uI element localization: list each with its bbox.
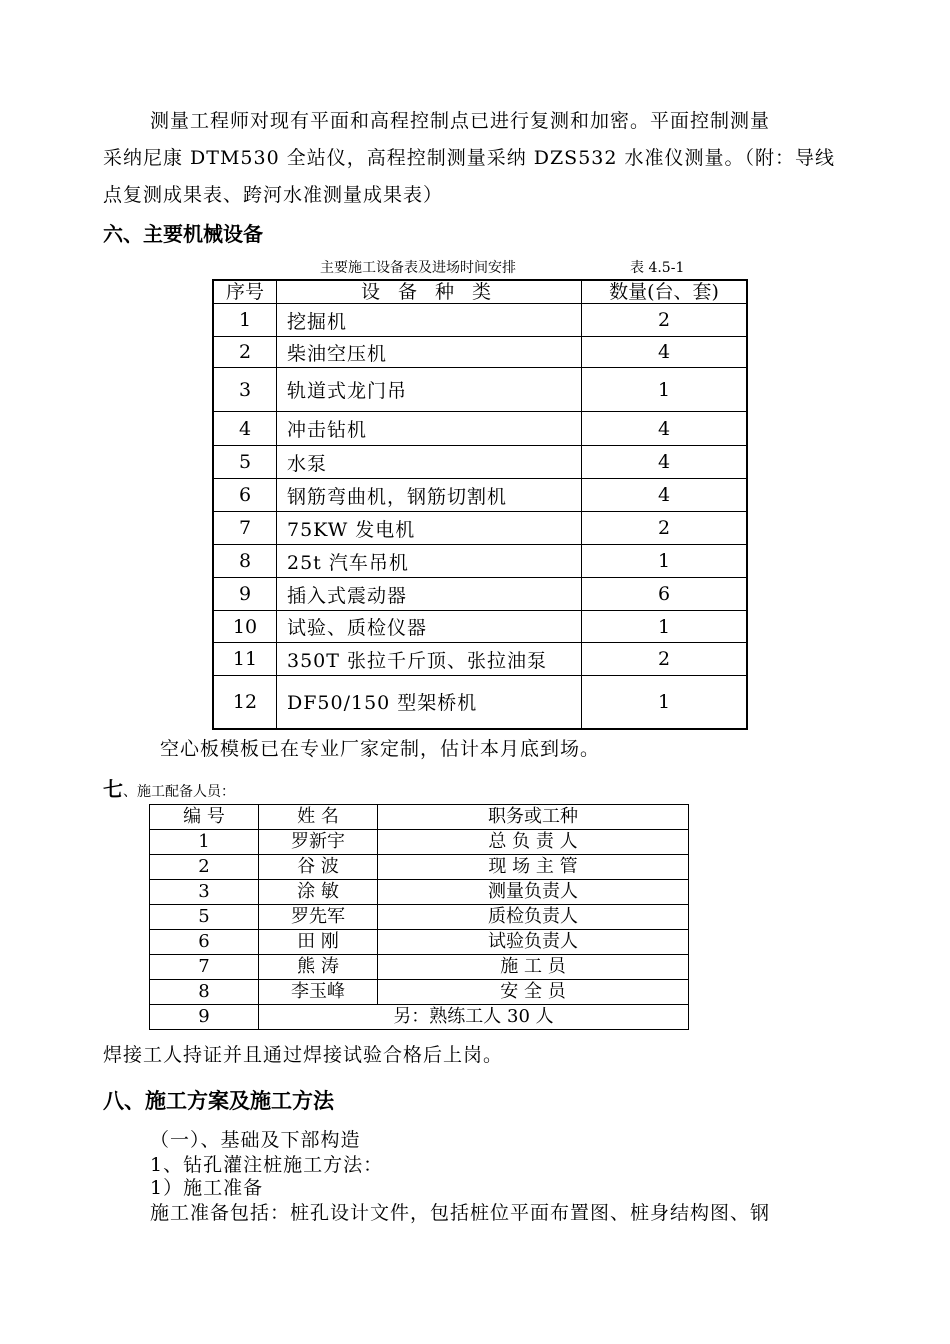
col-header-no: 序号	[213, 280, 277, 304]
row-equipment: 冲击钻机	[277, 412, 582, 446]
table-row	[213, 676, 747, 729]
row-qty: 2	[582, 304, 748, 337]
row-no: 5	[213, 446, 277, 479]
row-role: 测量负责人	[378, 880, 689, 905]
staff-table	[149, 804, 689, 1030]
row-role: 安 全 员	[378, 980, 689, 1005]
row-qty: 4	[582, 337, 748, 368]
row-no: 10	[213, 611, 277, 643]
table-row	[150, 930, 689, 955]
section-7-heading	[103, 773, 235, 802]
row-qty: 6	[582, 578, 748, 611]
row-equipment: 钢筋弯曲机，钢筋切割机	[277, 479, 582, 512]
row-no: 7	[213, 512, 277, 545]
intro-line-2: 采纳尼康 DTM530 全站仪，高程控制测量采纳 DZS532 水准仪测量。（附：导线	[103, 147, 836, 169]
row-qty: 2	[582, 512, 748, 545]
col-header-role: 职务或工种	[378, 805, 689, 830]
preparation-text: 施工准备包括：桩孔设计文件，包括桩位平面布置图、桩身结构图、钢	[150, 1202, 771, 1224]
row-no: 12	[213, 676, 277, 729]
row-qty: 1	[582, 676, 748, 729]
subheading-foundation: （一）、基础及下部构造	[150, 1129, 361, 1151]
row-no: 8	[213, 545, 277, 578]
row-no: 4	[213, 412, 277, 446]
subheading-preparation: 1）施工准备	[150, 1177, 264, 1199]
table-row	[213, 545, 747, 578]
equipment-table-header	[213, 280, 747, 304]
equipment-note: 空心板模板已在专业厂家定制，估计本月底到场。	[160, 738, 601, 760]
table-row	[213, 446, 747, 479]
row-name: 罗新宇	[259, 830, 378, 855]
intro-line-3: 点复测成果表、跨河水准测量成果表）	[103, 184, 444, 206]
row-equipment: 75KW 发电机	[277, 512, 582, 545]
table-row	[213, 337, 747, 368]
row-role: 试验负责人	[378, 930, 689, 955]
row-equipment: 试验、质检仪器	[277, 611, 582, 643]
table-row	[213, 479, 747, 512]
row-qty: 1	[582, 611, 748, 643]
row-name: 罗先军	[259, 905, 378, 930]
table-row	[213, 368, 747, 412]
table-row	[213, 611, 747, 643]
row-equipment: 25t 汽车吊机	[277, 545, 582, 578]
col-header-id: 编 号	[150, 805, 259, 830]
section-7-title: 、施工配备人员：	[123, 784, 235, 800]
table-row	[150, 955, 689, 980]
intro-line-1: 测量工程师对现有平面和高程控制点已进行复测和加密。平面控制测量	[150, 110, 771, 132]
row-equipment: DF50/150 型架桥机	[277, 676, 582, 729]
section-8-heading: 八、施工方案及施工方法	[103, 1089, 334, 1113]
row-role: 质检负责人	[378, 905, 689, 930]
row-qty: 1	[582, 368, 748, 412]
row-no: 9	[213, 578, 277, 611]
row-role: 总 负 责 人	[378, 830, 689, 855]
row-equipment: 水泵	[277, 446, 582, 479]
section-7-number: 七	[103, 777, 123, 801]
row-name: 涂 敏	[259, 880, 378, 905]
col-header-name: 姓 名	[259, 805, 378, 830]
table-row	[213, 578, 747, 611]
section-6-heading: 六、主要机械设备	[103, 222, 263, 246]
row-qty: 4	[582, 479, 748, 512]
row-name: 田 刚	[259, 930, 378, 955]
row-qty: 4	[582, 446, 748, 479]
row-role: 施 工 员	[378, 955, 689, 980]
welder-note: 焊接工人持证并且通过焊接试验合格后上岗。	[103, 1044, 504, 1066]
equipment-table-code: 表 4.5-1	[630, 260, 685, 276]
table-row	[150, 1005, 689, 1030]
row-id: 3	[150, 880, 259, 905]
row-role: 现 场 主 管	[378, 855, 689, 880]
row-id: 7	[150, 955, 259, 980]
row-no: 6	[213, 479, 277, 512]
subheading-bored-pile: 1、钻孔灌注桩施工方法：	[150, 1154, 384, 1176]
table-row	[150, 855, 689, 880]
table-row	[213, 412, 747, 446]
staff-table-header	[150, 805, 689, 830]
row-id: 8	[150, 980, 259, 1005]
row-id: 2	[150, 855, 259, 880]
equipment-table	[212, 279, 748, 730]
row-equipment: 插入式震动器	[277, 578, 582, 611]
table-row	[150, 830, 689, 855]
table-row	[150, 880, 689, 905]
row-qty: 2	[582, 643, 748, 676]
row-id: 9	[150, 1005, 259, 1030]
row-equipment: 350T 张拉千斤顶、张拉油泵	[277, 643, 582, 676]
col-header-qty: 数量(台、套)	[582, 280, 748, 304]
row-equipment: 柴油空压机	[277, 337, 582, 368]
row-equipment: 轨道式龙门吊	[277, 368, 582, 412]
col-header-equipment: 设 备 种 类	[277, 280, 582, 304]
row-qty: 1	[582, 545, 748, 578]
table-row	[150, 905, 689, 930]
row-id: 6	[150, 930, 259, 955]
table-row	[213, 643, 747, 676]
row-no: 2	[213, 337, 277, 368]
row-no: 11	[213, 643, 277, 676]
row-no: 3	[213, 368, 277, 412]
row-qty: 4	[582, 412, 748, 446]
row-id: 5	[150, 905, 259, 930]
row-name: 李玉峰	[259, 980, 378, 1005]
table-row	[150, 980, 689, 1005]
row-no: 1	[213, 304, 277, 337]
row-id: 1	[150, 830, 259, 855]
equipment-table-title: 主要施工设备表及进场时间安排	[320, 260, 516, 276]
row-name: 谷 波	[259, 855, 378, 880]
row-equipment: 挖掘机	[277, 304, 582, 337]
row-extra-workers: 另：熟练工人 30 人	[259, 1005, 689, 1030]
row-name: 熊 涛	[259, 955, 378, 980]
table-row	[213, 304, 747, 337]
table-row	[213, 512, 747, 545]
